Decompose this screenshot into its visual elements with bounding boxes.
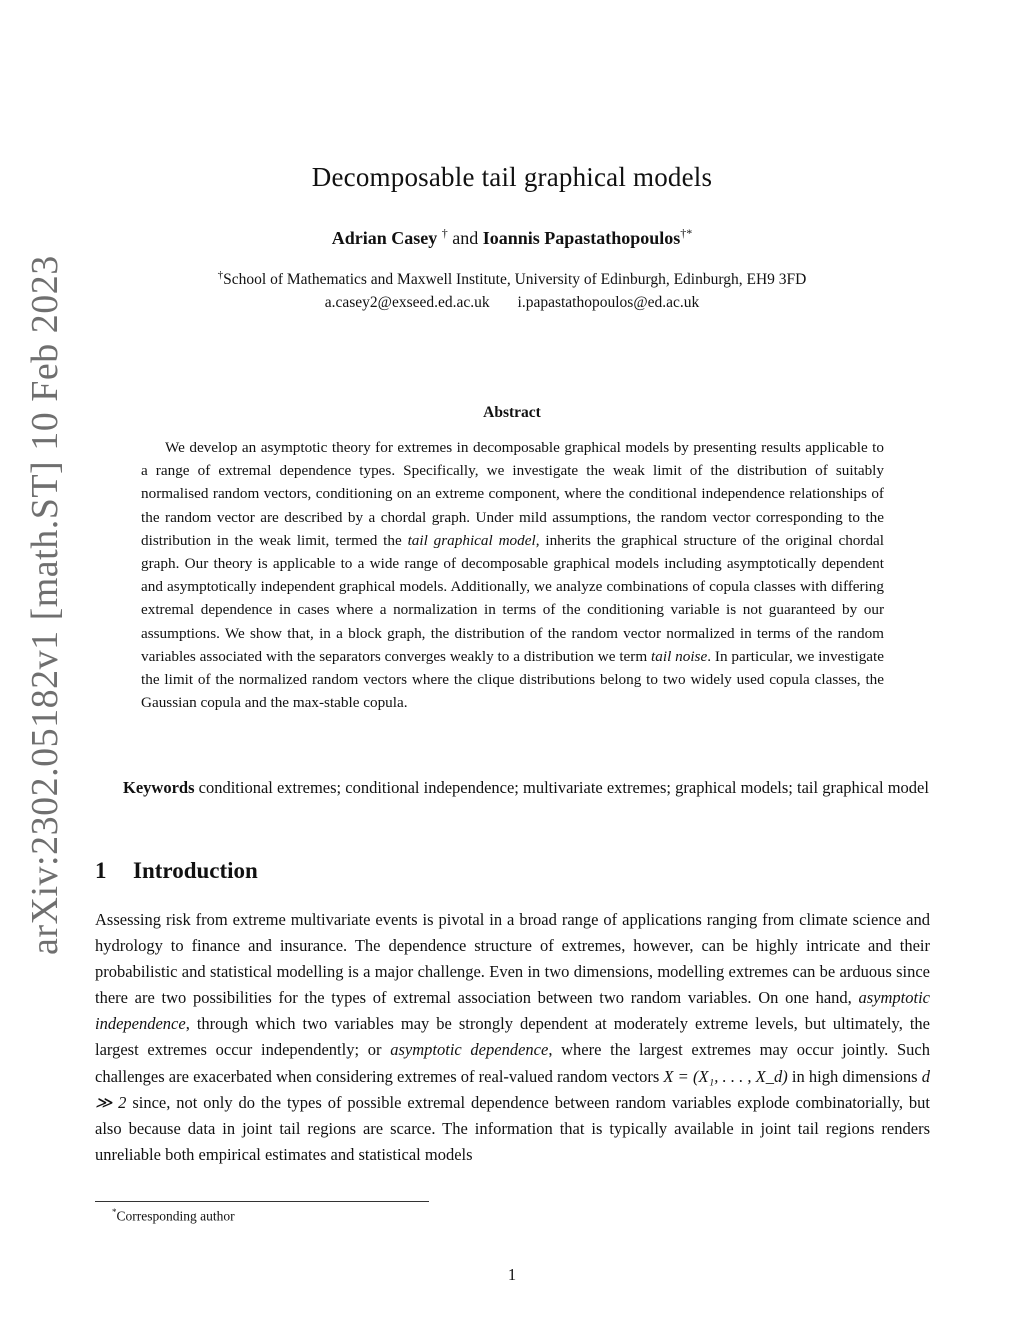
paper-title: Decomposable tail graphical models [311,162,713,192]
section-number: 1 [95,858,107,883]
arxiv-identifier-stamp: arXiv:2302.05182v1 [math.ST] 10 Feb 2023 [24,255,66,955]
introduction-paragraph [95,907,930,1168]
section-title: Introduction [133,858,258,883]
intro-math-dimension: d ≫ 2 [95,1066,930,1112]
author-name-2: Ioannis Papastathopoulos [482,228,681,248]
abstract-heading: Abstract [483,404,541,421]
affiliation [120,269,904,289]
abstract-body [141,436,884,714]
keywords-label: Keywords [123,778,195,797]
footnote [112,1207,235,1225]
affiliation-text: School of Mathematics and Maxwell Institute, University of Edinburgh, Edinburgh, EH9 3FD [223,271,807,289]
intro-term-asymptotic-dependence: asymptotic dependence [390,1040,549,1060]
author-conjunction: and [452,228,479,248]
author-emails [120,294,904,312]
keywords [95,775,930,801]
author-1-affiliation-mark: † [441,226,448,240]
intro-term-asymptotic-independence: asymptotic independence [95,988,930,1034]
footnote-mark: * [112,1207,117,1217]
affiliation-mark: † [217,269,224,281]
intro-text-5: since, not only do the types of possible extremal dependence between random variables explode combinatorially, but also because data in joint tail regions are scarce. The information that is typically available in joint tail regions renders unreliable both empirical estimates and statistical models [95,1092,930,1164]
abstract-text-3: . In particular, we investigate the limit of the normalized random vectors where the clique distributions belong to two widely used copula classes, the Gaussian copula and the max-stable copula. [141,647,885,712]
footnote-rule [95,1201,429,1202]
email-author-1[interactable]: a.casey2@exseed.ed.ac.uk [324,294,490,311]
author-name-1: Adrian Casey [331,228,438,248]
keywords-list: conditional extremes; conditional independence; multivariate extremes; graphical models; tail graphical model [198,778,929,797]
intro-text-4: in high dimensions [787,1066,922,1086]
abstract-text-2: , inherits the graphical structure of the original chordal graph. Our theory is applicable to a wide range of decomposable graphical models including asymptotically dependent and asymptotically independent graphical models. Additionally, we analyze combinations of copula classes with differing extremal dependence in cases where a normalization in terms of the conditioning variable is not guaranteed by our assumptions. We show that, in a block graph, the distribution of the random vector normalized in terms of the random variables associated with the separators converges weakly to a distribution we term [141,531,884,665]
abstract-term-tail-noise: tail noise [651,647,708,665]
author-2-affiliation-mark: †* [680,226,693,240]
intro-math-random-vector: X = (X₁, . . . , X_d) [663,1066,788,1086]
email-author-2[interactable]: i.papastathopoulos@ed.ac.uk [517,294,700,311]
intro-text-2: , through which two variables may be strongly dependent at moderately extreme levels, but ultimately, the largest extremes occur independently; or [95,1014,930,1060]
page-number: 1 [507,1265,517,1284]
abstract-text-1: We develop an asymptotic theory for extremes in decomposable graphical models by presenting results applicable to a range of extremal dependence types. Specifically, we investigate the weak limit of the distribution of suitably normalised random vectors, conditioning on an extreme component, where the conditional independence relationships of the random vector are described by a chordal graph. Under mild assumptions, the random vector corresponding to the distribution in the weak limit, termed the [141,439,884,549]
intro-text-3: , where the largest extremes may occur jointly. Such challenges are exacerbated when considering extremes of real-valued random vectors [95,1040,930,1086]
section-heading-introduction [95,858,258,884]
intro-text-1: Assessing risk from extreme multivariate events is pivotal in a broad range of applications ranging from climate science and hydrology to finance and insurance. The dependence structure of extremes, however, can be highly intricate and their probabilistic and statistical modelling is a major challenge. Even in two dimensions, modelling extremes can be arduous since there are two possibilities for the types of extremal association between two random variables. On one hand, [95,910,930,1008]
abstract-term-tail-graphical-model: tail graphical model [407,531,536,549]
footnote-text: Corresponding author [116,1208,235,1224]
author-line [120,226,904,249]
